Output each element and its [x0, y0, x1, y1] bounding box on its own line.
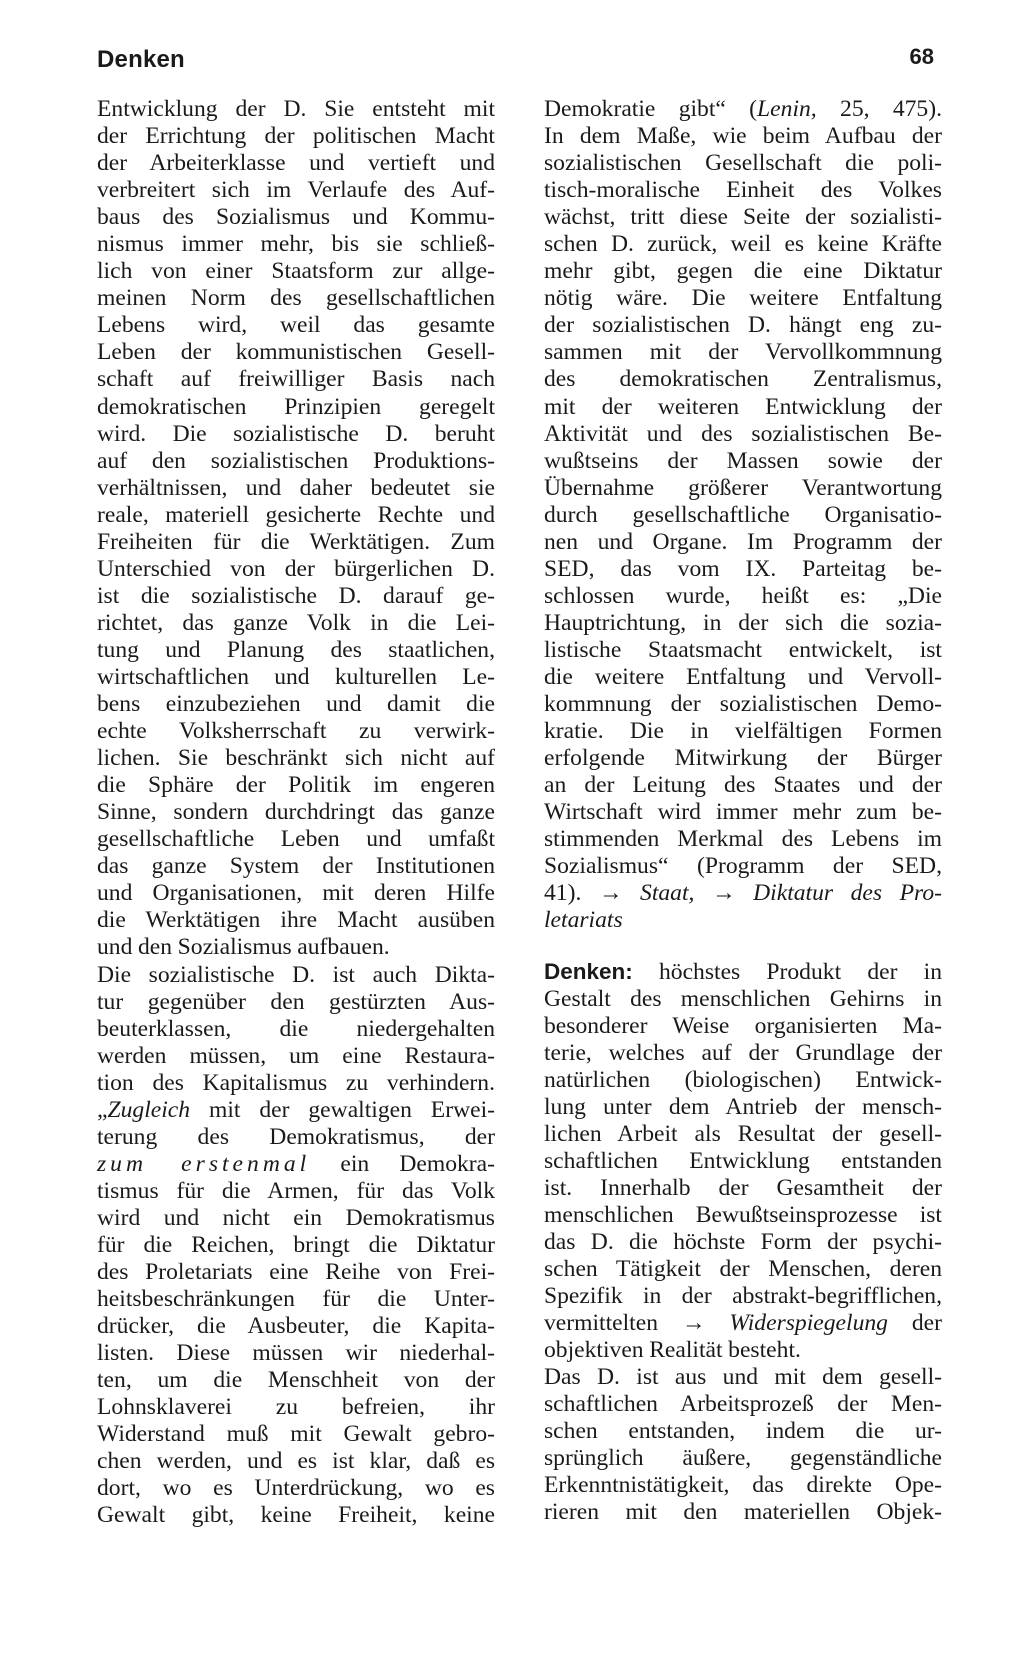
text-line: reale, materiell gesicherte Rechte und: [97, 501, 495, 528]
text-line: verbreitert sich im Verlaufe des Auf-: [97, 177, 495, 204]
text-line: nötig wäre. Die weitere Entfaltung: [544, 285, 942, 312]
left-paragraph-2: [97, 962, 495, 1530]
running-head: Denken: [97, 46, 185, 73]
text-line: Hauptrichtung, in der sich die sozia-: [544, 609, 942, 636]
text-line: der Arbeiterklasse und vertieft und: [97, 150, 495, 177]
text-line: nismus immer mehr, bis sie schließ-: [97, 231, 495, 258]
text-line: durch gesellschaftliche Organisatio-: [544, 501, 942, 528]
text-line: beuterklassen, die niedergehalten: [97, 1015, 495, 1042]
text-line: wird. Die sozialistische D. beruht: [97, 420, 495, 447]
italic-term: Zugleich: [107, 1096, 191, 1123]
text-line: verhältnissen, und daher bedeutet sie: [97, 474, 495, 501]
text-line: der Errichtung der politischen Macht: [97, 123, 495, 150]
entry-keyword: Denken:: [544, 959, 633, 985]
text-line: dort, wo es Unterdrückung, wo es: [97, 1475, 495, 1502]
entry-first-line: Denken: höchstes Produkt der in: [544, 959, 942, 986]
text-line: menschlichen Bewußtseinsprozesse ist: [544, 1201, 942, 1228]
text-line: auf den sozialistischen Produktions-: [97, 447, 495, 474]
text-line: an der Leitung des Staates und der: [544, 772, 942, 799]
text-line: tion des Kapitalismus zu verhindern.: [97, 1069, 495, 1096]
text-line: schlossen wurde, heißt es: „Die: [544, 582, 942, 609]
text-line: Wirtschaft wird immer mehr zum be-: [544, 799, 942, 826]
text-line: die Sphäre der Politik im engeren: [97, 772, 495, 799]
text-line: echte Volksherrschaft zu verwirk-: [97, 718, 495, 745]
text-line: Freiheiten für die Werktätigen. Zum: [97, 528, 495, 555]
text-line: Unterschied von der bürgerlichen D.: [97, 555, 495, 582]
text-line: Das D. ist aus und mit dem gesell-: [544, 1364, 942, 1391]
text-line: gesellschaftliche Leben und umfaßt: [97, 826, 495, 853]
arrow-icon: →: [711, 880, 736, 907]
text-line: lich von einer Staatsform zur allge-: [97, 258, 495, 285]
text-line: ist. Innerhalb der Gesamtheit der: [544, 1174, 942, 1201]
text-line: objektiven Realität besteht.: [544, 1337, 801, 1364]
cross-reference-continuation[interactable]: letariats: [544, 907, 623, 934]
text-line: terie, welches auf der Grundlage der: [544, 1039, 942, 1066]
cross-reference-staat[interactable]: Staat,: [640, 880, 695, 907]
text-line: Spezifik in der abstrakt-begrifflichen,: [544, 1283, 942, 1310]
text-line: sammen mit der Vervollkommnung: [544, 339, 942, 366]
text-line: SED, das vom IX. Parteitag be-: [544, 555, 942, 582]
entry-denken: [544, 958, 942, 1526]
text-line: ten, um die Menschheit von der: [97, 1367, 495, 1394]
text-line: In dem Maße, wie beim Aufbau der: [544, 123, 942, 150]
text-line: demokratischen Prinzipien geregelt: [97, 393, 495, 420]
arrow-icon: →: [681, 1310, 706, 1337]
text-line: und den Sozialismus aufbauen.: [97, 934, 390, 961]
text-line: Sinne, sondern durchdringt das ganze: [97, 799, 495, 826]
text-line: schaft auf freiwilliger Basis nach: [97, 366, 495, 393]
text-line: mit der weiteren Entwicklung der: [544, 393, 942, 420]
text-line: tur gegenüber den gestürzten Aus-: [97, 988, 495, 1015]
text-line: „Zugleich mit der gewaltigen Erwei-: [97, 1096, 495, 1123]
text-line: besonderer Weise organisierten Ma-: [544, 1012, 942, 1039]
text-line: Übernahme größerer Verantwortung: [544, 474, 942, 501]
text-line: Entwicklung der D. Sie entsteht mit: [97, 96, 495, 122]
text-line: Aktivität und des sozialistischen Be-: [544, 420, 942, 447]
text-line: lung unter dem Antrieb der mensch-: [544, 1093, 942, 1120]
text-line: Gewalt gibt, keine Freiheit, keine: [97, 1502, 495, 1529]
text-line: Lohnsklaverei zu befreien, ihr: [97, 1394, 495, 1421]
text-line: wird und nicht ein Demokratismus: [97, 1204, 495, 1231]
text-line: Lebens wird, weil das gesamte: [97, 312, 495, 339]
text-line: das ganze System der Institutionen: [97, 853, 495, 880]
text-line: lichen. Sie beschränkt sich nicht auf: [97, 745, 495, 772]
text-line: nen und Organe. Im Programm der: [544, 528, 942, 555]
text-line: Demokratie gibt“ (Lenin, 25, 475).: [544, 96, 942, 122]
text-line: heitsbeschränkungen für die Unter-: [97, 1286, 495, 1313]
right-paragraph-1: [544, 96, 942, 934]
text-line: rieren mit den materiellen Objek-: [544, 1499, 942, 1526]
text-line: schaftlichen Entwicklung entstanden: [544, 1147, 942, 1174]
text-line: terung des Demokratismus, der: [97, 1123, 495, 1150]
text-line: baus des Sozialismus und Kommu-: [97, 204, 495, 231]
text-line: ist die sozialistische D. darauf ge-: [97, 582, 495, 609]
text-line: tisch-moralische Einheit des Volkes: [544, 177, 942, 204]
text-line: schaftlichen Arbeitsprozeß der Men-: [544, 1391, 942, 1418]
text-line: tismus für die Armen, für das Volk: [97, 1177, 495, 1204]
text-line: die weitere Entfaltung und Vervoll-: [544, 663, 942, 690]
text-line: des demokratischen Zentralismus,: [544, 366, 942, 393]
text-line: Erkenntnistätigkeit, das direkte Ope-: [544, 1472, 942, 1499]
text-line: der sozialistischen D. hängt eng zu-: [544, 312, 942, 339]
cross-reference-diktatur[interactable]: Diktatur des Pro-: [753, 880, 942, 907]
text-line: natürlichen (biologischen) Entwick-: [544, 1066, 942, 1093]
text-line: chen werden, und es ist klar, daß es: [97, 1448, 495, 1475]
text-line: tung und Planung des staatlichen,: [97, 636, 495, 663]
text-line: schen D. zurück, weil es keine Kräfte: [544, 231, 942, 258]
text-line: Gestalt des menschlichen Gehirns in: [544, 985, 942, 1012]
text-line: stimmenden Merkmal des Lebens im: [544, 826, 942, 853]
text-line: meinen Norm des gesellschaftlichen: [97, 285, 495, 312]
text-line: vermittelten → Widerspiegelung der: [544, 1310, 942, 1337]
text-line: wächst, tritt diese Seite der sozialisti-: [544, 204, 942, 231]
text-line: wußtseins der Massen sowie der: [544, 447, 942, 474]
page-number: 68: [909, 44, 934, 69]
text-line: sprünglich äußere, gegenständliche: [544, 1445, 942, 1472]
text-line: Sozialismus“ (Programm der SED,: [544, 853, 942, 880]
cross-reference-line: 41). → Staat, → Diktatur des Pro-: [544, 880, 942, 907]
text-line: das D. die höchste Form der psychi-: [544, 1228, 942, 1255]
text-line: Leben der kommunistischen Gesell-: [97, 339, 495, 366]
text-line: zum erstenmal ein Demokra-: [97, 1150, 495, 1177]
text-line: listen. Diese müssen wir niederhal-: [97, 1340, 495, 1367]
text-line: mehr gibt, gegen die eine Diktatur: [544, 258, 942, 285]
text-line: für die Reichen, bringt die Diktatur: [97, 1231, 495, 1258]
text-line: wirtschaftlichen und kulturellen Le-: [97, 663, 495, 690]
text-line: drücker, die Ausbeuter, die Kapita-: [97, 1313, 495, 1340]
text-line: und Organisationen, mit deren Hilfe: [97, 880, 495, 907]
text-line: die Werktätigen ihre Macht ausüben: [97, 907, 495, 934]
text-line: kommnung der sozialistischen Demo-: [544, 691, 942, 718]
cross-reference-widerspiegelung[interactable]: Widerspiegelung: [729, 1310, 888, 1337]
spaced-italic-term: zum erstenmal: [97, 1150, 311, 1177]
text-line: erfolgende Mitwirkung der Bürger: [544, 745, 942, 772]
left-column: [97, 96, 495, 1529]
text-line: kratie. Die in vielfältigen Formen: [544, 718, 942, 745]
text-line: werden müssen, um eine Restaura-: [97, 1042, 495, 1069]
text-line: richtet, das ganze Volk in die Lei-: [97, 609, 495, 636]
text-line: des Proletariats eine Reihe von Frei-: [97, 1259, 495, 1286]
text-line: schen entstanden, indem die ur-: [544, 1418, 942, 1445]
left-paragraph-1: [97, 96, 495, 962]
text-line: Widerstand muß mit Gewalt gebro-: [97, 1421, 495, 1448]
text-line: sozialistischen Gesellschaft die poli-: [544, 150, 942, 177]
text-line: Die sozialistische D. ist auch Dikta-: [97, 961, 495, 988]
text-line: bens einzubeziehen und damit die: [97, 691, 495, 718]
text-line: lichen Arbeit als Resultat der gesell-: [544, 1120, 942, 1147]
text-line: listische Staatsmacht entwickelt, ist: [544, 636, 942, 663]
text-line: schen Tätigkeit der Menschen, deren: [544, 1255, 942, 1282]
right-column: [544, 96, 942, 1526]
author-reference: Lenin,: [757, 96, 817, 122]
arrow-icon: →: [598, 880, 623, 907]
